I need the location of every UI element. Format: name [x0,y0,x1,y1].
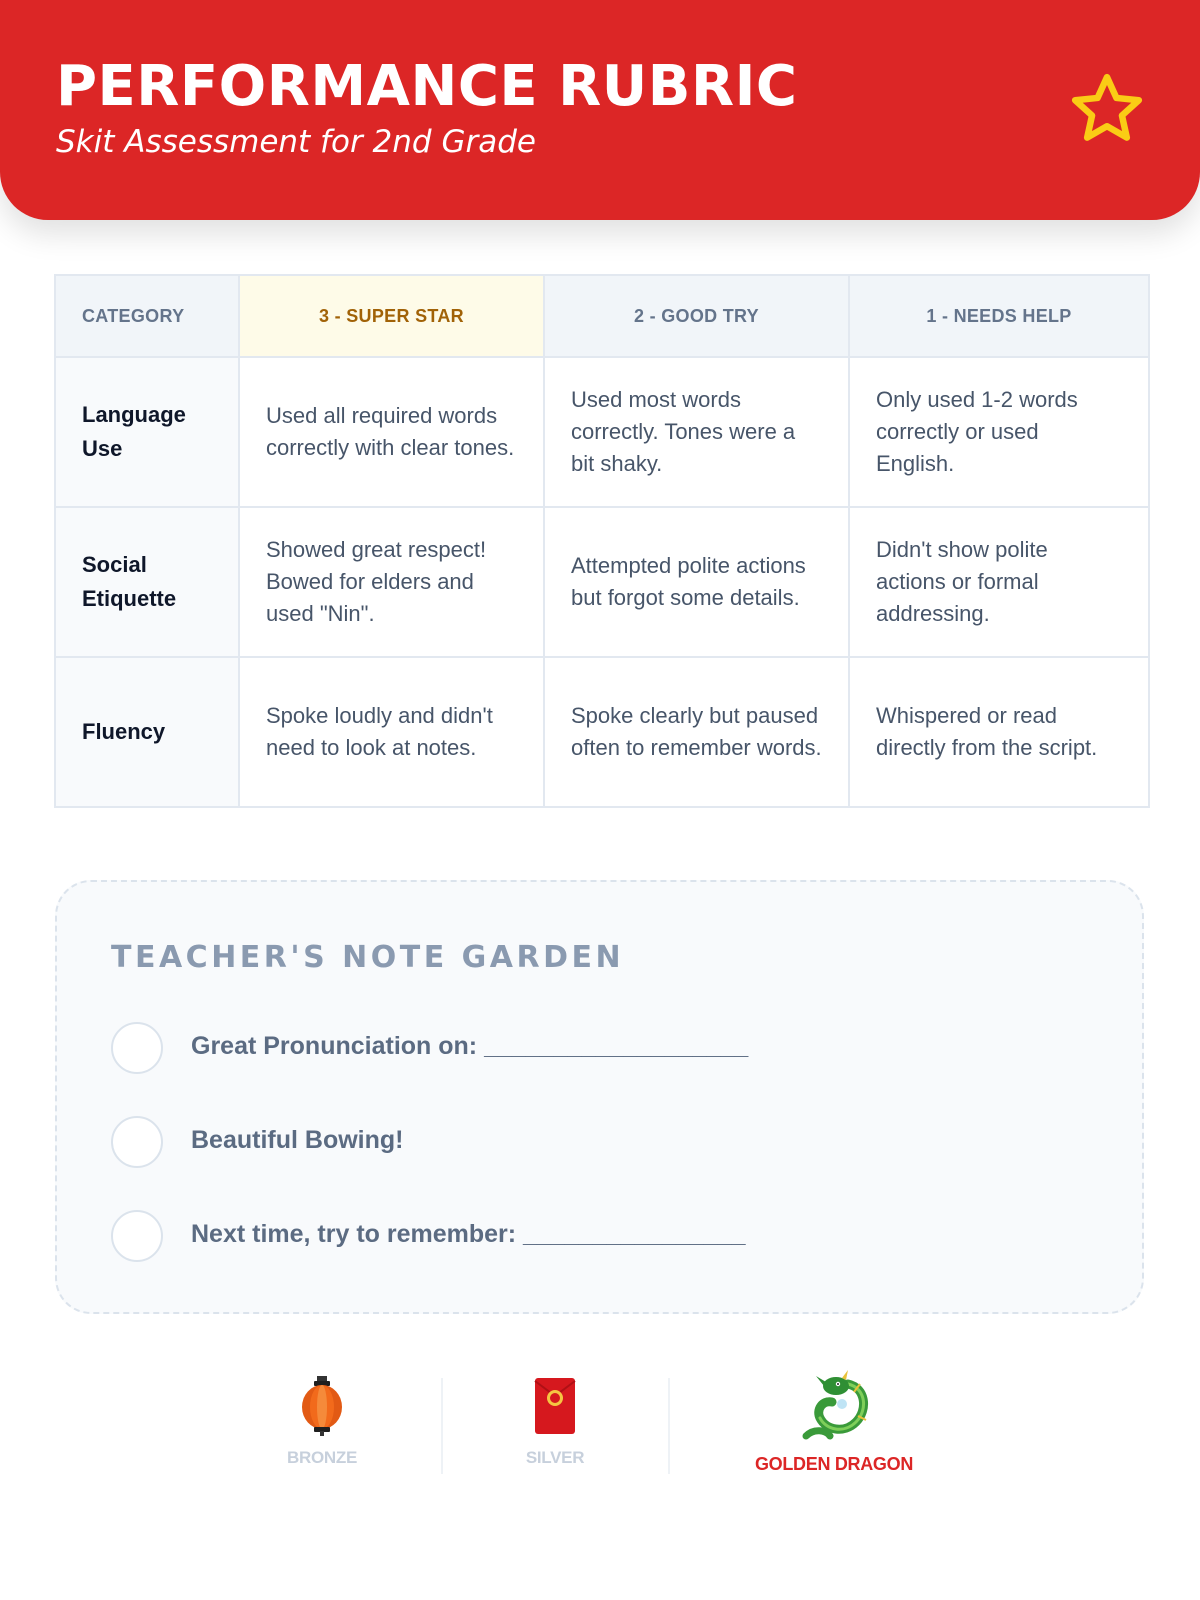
note-item-pronunciation[interactable] [111,1022,1091,1074]
award-levels [0,1370,1200,1490]
award-divider [668,1378,670,1474]
note-item-bowing[interactable] [111,1116,1091,1168]
header-banner [0,0,1200,220]
good-try-cell: Attempted polite actions but forgot some details. [544,507,849,657]
page-title: PERFORMANCE RUBRIC [56,54,798,119]
table-row [55,657,1149,807]
super-star-cell: Used all required words correctly with clear tones. [239,357,544,507]
note-label: Beautiful Bowing! [191,1126,404,1154]
dragon-icon [796,1370,872,1444]
award-label: SILVER [525,1448,585,1467]
column-header-needs-help: 1 - NEEDS HELP [849,275,1149,357]
rubric-table [54,274,1150,808]
table-row [55,357,1149,507]
red-envelope-icon [533,1376,577,1436]
note-item-next-time[interactable] [111,1210,1091,1262]
category-cell: Social Etiquette [55,507,239,657]
award-label: BRONZE [287,1448,357,1467]
note-label: Next time, try to remember: ________________ [191,1220,746,1248]
page-subtitle: Skit Assessment for 2nd Grade [56,124,536,160]
award-golden-dragon [724,1370,944,1480]
needs-help-cell: Only used 1-2 words correctly or used English. [849,357,1149,507]
note-checkbox[interactable] [111,1210,163,1262]
category-cell: Fluency [55,657,239,807]
table-row [55,507,1149,657]
note-checkbox[interactable] [111,1022,163,1074]
good-try-cell: Spoke clearly but paused often to remember words. [544,657,849,807]
award-label: GOLDEN DRAGON [754,1454,914,1474]
lantern-icon [300,1376,344,1436]
note-garden-title: TEACHER'S NOTE GARDEN [111,940,625,975]
needs-help-cell: Didn't show polite actions or formal addressing. [849,507,1149,657]
award-divider [441,1378,443,1474]
needs-help-cell: Whispered or read directly from the script. [849,657,1149,807]
teacher-note-garden [55,880,1144,1314]
category-cell: Language Use [55,357,239,507]
award-bronze [212,1370,432,1480]
note-checkbox[interactable] [111,1116,163,1168]
note-label: Great Pronunciation on: ___________________ [191,1032,749,1060]
good-try-cell: Used most words correctly. Tones were a bit shaky. [544,357,849,507]
column-header-good-try: 2 - GOOD TRY [544,275,849,357]
award-silver [445,1370,665,1480]
star-outline-icon [1068,70,1146,148]
table-header-row [55,275,1149,357]
super-star-cell: Showed great respect! Bowed for elders and used "Nin". [239,507,544,657]
column-header-category: CATEGORY [55,275,239,357]
column-header-super-star: 3 - SUPER STAR [239,275,544,357]
super-star-cell: Spoke loudly and didn't need to look at notes. [239,657,544,807]
